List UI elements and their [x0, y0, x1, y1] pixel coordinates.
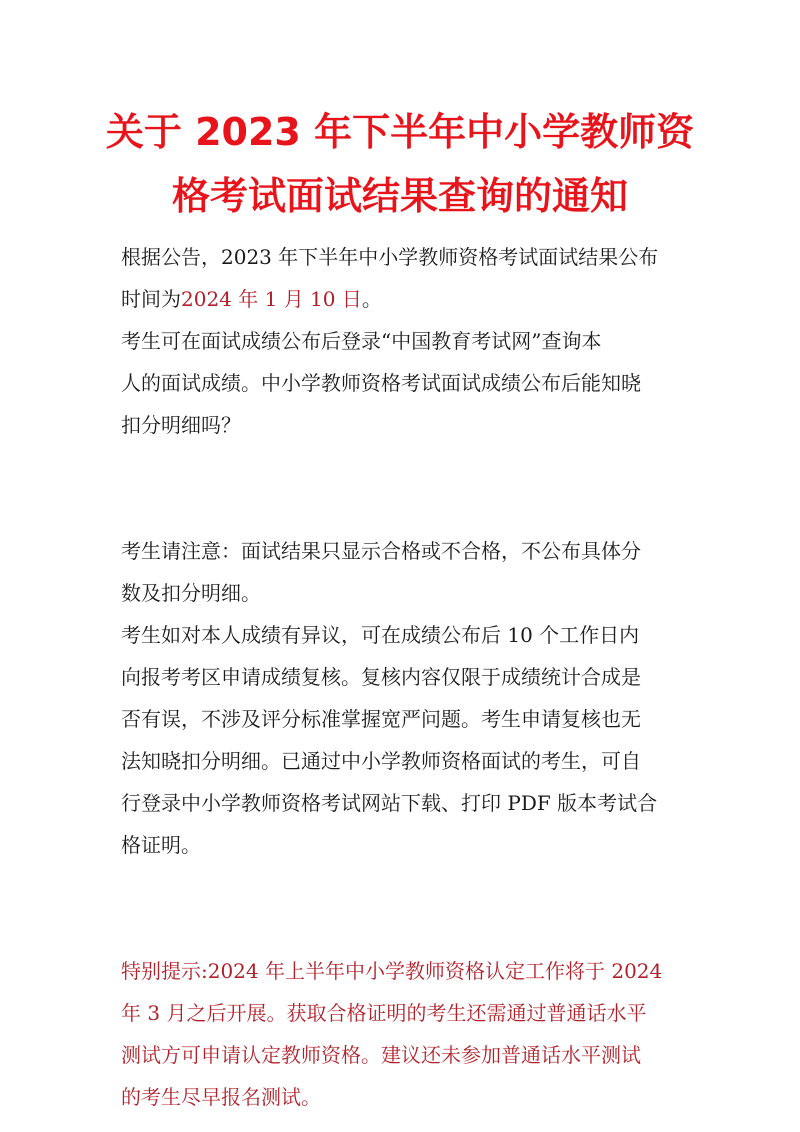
notice-line: 考生请注意：面试结果只显示合格或不合格，不公布具体分 — [121, 539, 641, 563]
intro-line-1: 根据公告，2023 年下半年中小学教师资格考试面试结果公布 — [121, 245, 659, 269]
intro-line-2-suffix: 。 — [361, 287, 382, 311]
title-line-2: 格考试面试结果查询的通知 — [171, 174, 628, 218]
intro-line-2 — [121, 278, 689, 320]
tip-line: 特别提示:2024 年上半年中小学教师资格认定工作将于 2024 — [121, 959, 663, 983]
title-line-1: 关于 2023 年下半年中小学教师资 — [105, 110, 695, 154]
query-line: 考生可在面试成绩公布后登录“中国教育考试网”查询本 — [121, 329, 602, 353]
query-paragraph — [121, 320, 689, 446]
review-line: 格证明。 — [121, 833, 201, 857]
review-line: 法知晓扣分明细。已通过中小学教师资格面试的考生，可自 — [121, 749, 641, 773]
review-line: 否有误，不涉及评分标准掌握宽严问题。考生申请复核也无 — [121, 707, 641, 731]
page-title — [100, 100, 700, 228]
review-paragraph — [121, 614, 689, 866]
notice-paragraph — [121, 530, 689, 614]
document-body — [121, 236, 689, 1118]
intro-line-2-prefix: 时间为 — [121, 287, 181, 311]
review-line: 行登录中小学教师资格考试网站下载、打印 PDF 版本考试合 — [121, 791, 658, 815]
query-line: 扣分明细吗？ — [121, 413, 241, 437]
paragraph-spacer — [121, 866, 689, 950]
review-line: 向报考考区申请成绩复核。复核内容仅限于成绩统计合成是 — [121, 665, 641, 689]
tip-line: 年 3 月之后开展。获取合格证明的考生还需通过普通话水平 — [121, 1001, 647, 1025]
query-line: 人的面试成绩。中小学教师资格考试面试成绩公布后能知晓 — [121, 371, 641, 395]
tip-line: 的考生尽早报名测试。 — [121, 1085, 321, 1109]
review-line: 考生如对本人成绩有异议，可在成绩公布后 10 个工作日内 — [121, 623, 640, 647]
notice-line: 数及扣分明细。 — [121, 581, 261, 605]
special-tip-paragraph — [121, 950, 689, 1118]
tip-line: 测试方可申请认定教师资格。建议还未参加普通话水平测试 — [121, 1043, 641, 1067]
paragraph-spacer — [121, 446, 689, 530]
intro-paragraph — [121, 236, 689, 320]
result-date: 2024 年 1 月 10 日 — [181, 287, 362, 311]
